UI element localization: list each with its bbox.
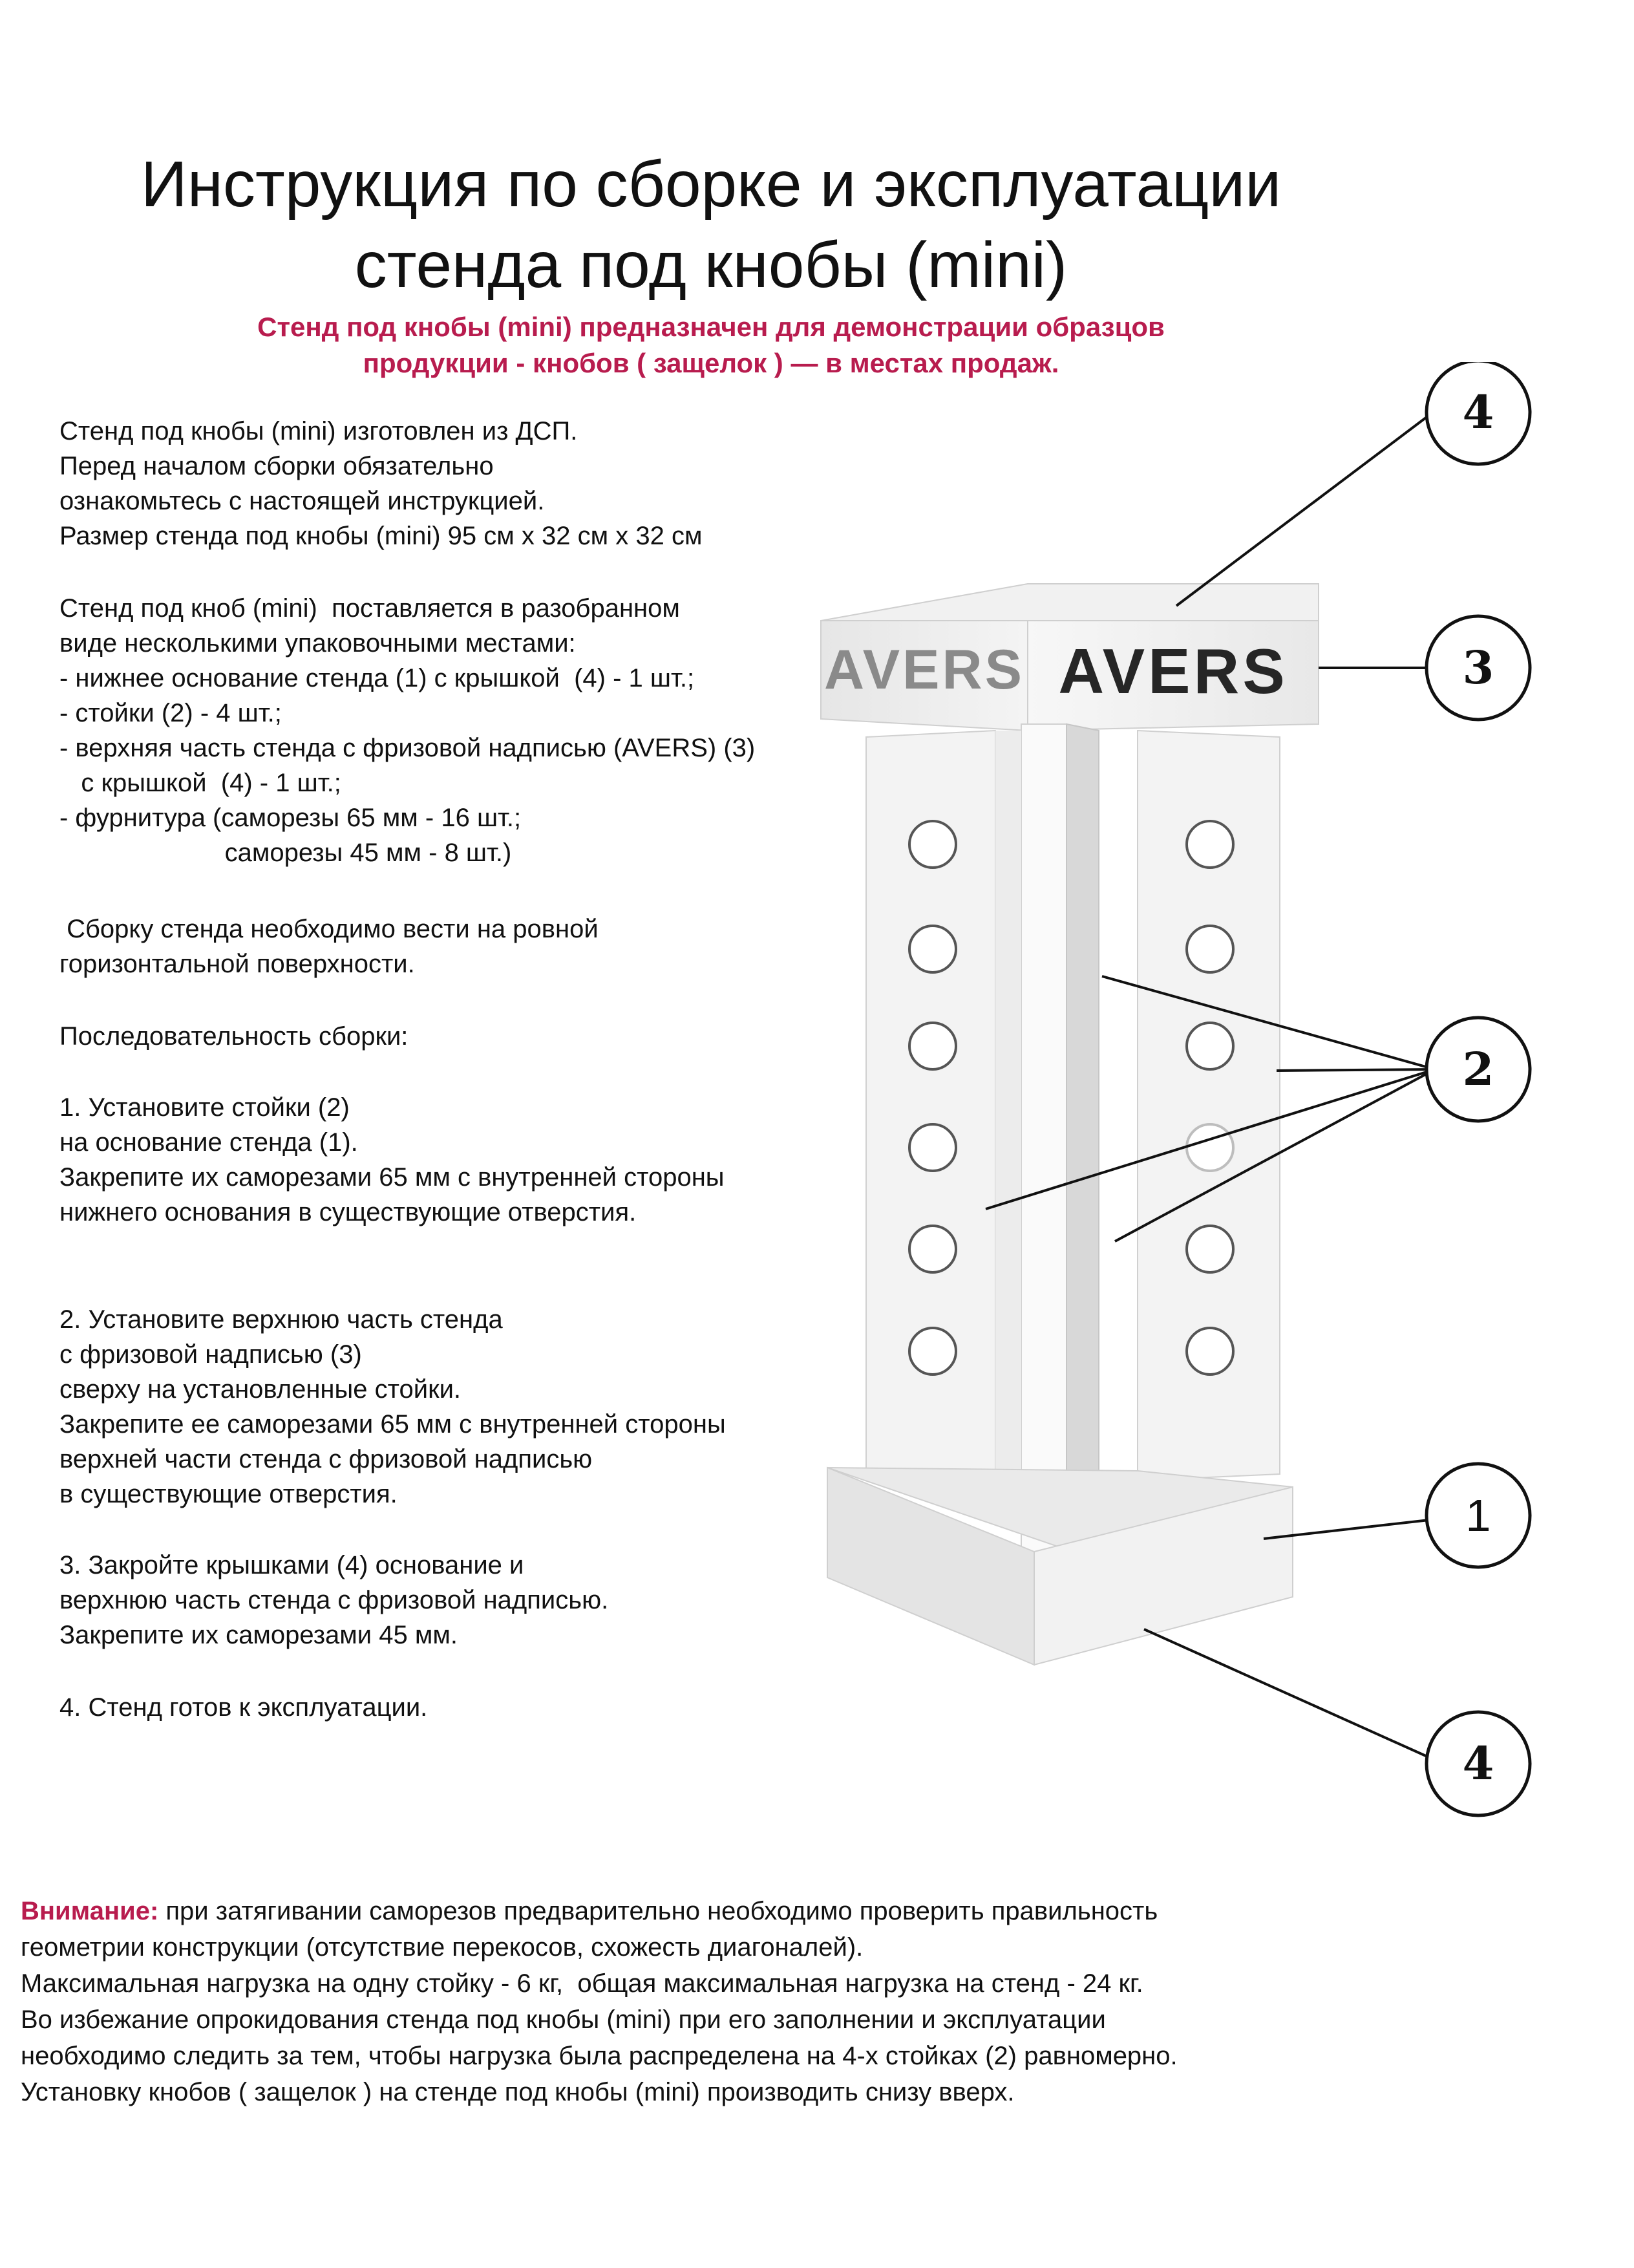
surface-line: горизонтальной поверхности. xyxy=(59,950,415,978)
intro-line: ознакомьтесь с настоящей инструкцией. xyxy=(59,487,545,515)
post-right xyxy=(1138,731,1280,1481)
step2-line: Закрепите ее саморезами 65 мм с внутренней стороны xyxy=(59,1410,726,1439)
title-line-2: стенда под кнобы (mini) xyxy=(354,229,1068,301)
step1-line: 1. Установите стойки (2) xyxy=(59,1093,350,1122)
sequence-title: Последовательность сборки: xyxy=(59,1022,408,1051)
callout-frieze xyxy=(1427,616,1530,720)
stand-illustration xyxy=(776,362,1616,1901)
post-center xyxy=(995,724,1099,1552)
step2-line: с фризовой надписью (3) xyxy=(59,1340,362,1369)
step1-line: на основание стенда (1). xyxy=(59,1128,358,1157)
step2-line: сверху на установленные стойки. xyxy=(59,1375,462,1404)
delivery-line: Стенд под кноб (mini) поставляется в разобранном xyxy=(59,594,680,623)
step3-line: Закрепите их саморезами 45 мм. xyxy=(59,1621,458,1649)
step4-line: 4. Стенд готов к эксплуатации. xyxy=(59,1693,428,1722)
step1-line: нижнего основания в существующие отверстия. xyxy=(59,1198,637,1226)
post-left xyxy=(866,731,995,1487)
intro-line: Размер стенда под кнобы (mini) 95 см х 32 см х 32 см xyxy=(59,522,703,550)
svg-text:3: 3 xyxy=(1462,641,1494,694)
delivery-line: саморезы 45 мм - 8 шт.) xyxy=(59,839,512,867)
warning-label: Внимание: xyxy=(21,1897,159,1925)
intro-line: Стенд под кнобы (mini) изготовлен из ДСП. xyxy=(59,417,578,445)
svg-text:4: 4 xyxy=(1462,1737,1494,1790)
warning-line: Установку кнобов ( защелок ) на стенде под кнобы (mini) производить снизу вверх. xyxy=(21,2078,1015,2106)
warning-text: при затягивании саморезов предварительно необходимо проверить правильность xyxy=(158,1897,1158,1925)
subtitle-line-2: продукции - кнобов ( защелок ) — в местах продаж. xyxy=(363,348,1059,378)
warning-line-1 xyxy=(21,1893,1611,1929)
svg-text:4: 4 xyxy=(1462,385,1494,439)
svg-text:2: 2 xyxy=(1462,1042,1494,1096)
step2-line: в существующие отверстия. xyxy=(59,1480,398,1508)
brand-logo-left: AVERS xyxy=(824,639,1024,701)
subtitle-line-1: Стенд под кнобы (mini) предназначен для демонстрации образцов xyxy=(257,312,1165,342)
step1-line: Закрепите их саморезами 65 мм с внутренней стороны xyxy=(59,1163,725,1192)
warning-line: Во избежание опрокидования стенда под кнобы (mini) при его заполнении и эксплуатации xyxy=(21,2006,1106,2034)
step2-line: 2. Установите верхнюю часть стенда xyxy=(59,1305,503,1334)
delivery-line: - верхняя часть стенда с фризовой надписью (AVERS) (3) xyxy=(59,734,756,762)
step3-line: верхнюю часть стенда с фризовой надписью. xyxy=(59,1586,609,1614)
delivery-line: - стойки (2) - 4 шт.; xyxy=(59,699,282,727)
top-frieze xyxy=(821,584,1319,731)
step3-line: 3. Закройте крышками (4) основание и xyxy=(59,1551,524,1579)
title-line-1: Инструкция по сборке и эксплуатации xyxy=(140,148,1282,220)
svg-text:1: 1 xyxy=(1465,1490,1491,1541)
base xyxy=(827,1468,1293,1665)
delivery-line: - нижнее основание стенда (1) с крышкой (4) - 1 шт.; xyxy=(59,664,695,692)
warning-line: Максимальная нагрузка на одну стойку - 6 кг, общая максимальная нагрузка на стенд - 24 кг. xyxy=(21,1969,1143,1998)
surface-line: Сборку стенда необходимо вести на ровной xyxy=(59,915,599,943)
brand-logo-right: AVERS xyxy=(1058,636,1288,707)
step2-line: верхней части стенда с фризовой надписью xyxy=(59,1445,593,1473)
intro-line: Перед началом сборки обязательно xyxy=(59,452,494,480)
callout-top-cover xyxy=(1427,362,1530,464)
callout-bottom-cover xyxy=(1427,1712,1530,1815)
callout-posts xyxy=(1427,1018,1530,1121)
callout-base xyxy=(1427,1464,1530,1567)
delivery-line: виде несколькими упаковочными местами: xyxy=(59,629,576,658)
warning-line: необходимо следить за тем, чтобы нагрузка была распределена на 4-х стойках (2) равномерно. xyxy=(21,2042,1178,2070)
delivery-line: с крышкой (4) - 1 шт.; xyxy=(59,769,341,797)
delivery-line: - фурнитура (саморезы 65 мм - 16 шт.; xyxy=(59,804,522,832)
warning-line: геометрии конструкции (отсутствие перекосов, схожесть диагоналей). xyxy=(21,1933,864,1962)
